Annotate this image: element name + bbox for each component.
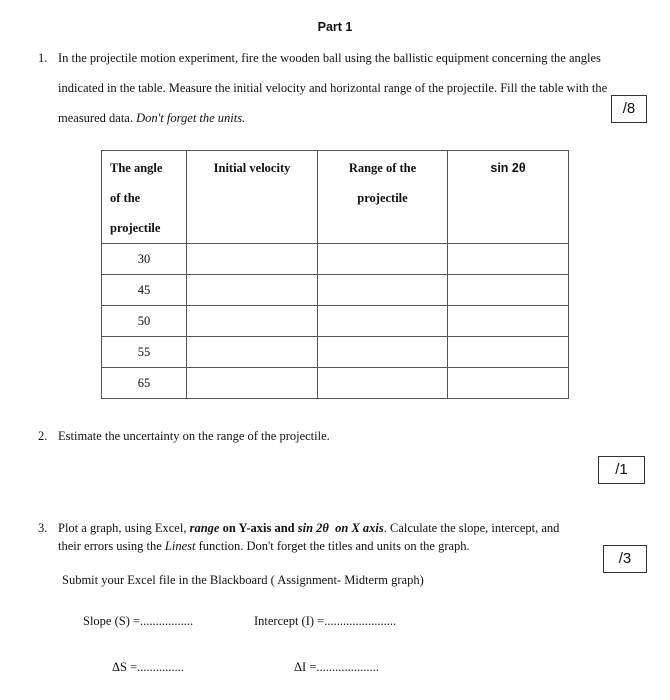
q3-line1-c: on Y-axis and	[219, 521, 298, 535]
range-cell[interactable]	[318, 244, 448, 275]
q1-text-line3	[58, 110, 245, 126]
header-initial-velocity: Initial velocity	[187, 151, 318, 244]
velocity-cell[interactable]	[187, 244, 318, 275]
table-row	[102, 275, 569, 306]
sin-cell[interactable]	[448, 337, 569, 368]
q1-text-line3-plain: measured data.	[58, 111, 137, 125]
q3-line1-g: . Calculate the slope, intercept, and	[383, 521, 560, 535]
sin-cell[interactable]	[448, 368, 569, 399]
q1-units-reminder: Don't forget the units.	[136, 111, 246, 125]
range-cell[interactable]	[318, 337, 448, 368]
q1-text-line2: indicated in the table. Measure the initial velocity and horizontal range of the projectile. Fill the table with the	[58, 81, 608, 95]
header-angle-line2: of the	[110, 191, 141, 205]
velocity-cell[interactable]	[187, 275, 318, 306]
sin-cell[interactable]	[448, 306, 569, 337]
angle-cell: 65	[102, 368, 187, 399]
q3-line2-a: their errors using the	[58, 539, 165, 553]
table-row	[102, 337, 569, 368]
q3-line2-c: function. Don't forget the titles and units on the graph.	[195, 539, 470, 553]
q3-linest-term: Linest	[164, 539, 196, 553]
q3-range-term: range	[189, 521, 220, 535]
header-angle-line1: The angle	[110, 161, 163, 175]
q3-text-line2	[58, 538, 470, 554]
q3-score-box: /3	[603, 545, 647, 573]
page-title: Part 1	[317, 20, 353, 34]
header-sin-2theta: sin 2θ	[448, 151, 569, 244]
slope-error-field[interactable]: ΔS =...............	[112, 660, 185, 674]
header-angle	[102, 151, 187, 244]
velocity-cell[interactable]	[187, 306, 318, 337]
q1-score-box: /8	[611, 95, 647, 123]
angle-cell: 55	[102, 337, 187, 368]
measurement-table	[101, 150, 569, 399]
angle-cell: 45	[102, 275, 187, 306]
velocity-cell[interactable]	[187, 368, 318, 399]
table-header-row	[102, 151, 569, 244]
sin-cell[interactable]	[448, 244, 569, 275]
q2-number: 2.	[38, 429, 48, 443]
angle-cell: 30	[102, 244, 187, 275]
range-cell[interactable]	[318, 368, 448, 399]
intercept-error-field[interactable]: ΔI =....................	[294, 660, 379, 674]
q1-number: 1.	[38, 51, 48, 65]
header-range-line2: projectile	[357, 191, 408, 205]
range-cell[interactable]	[318, 306, 448, 337]
q2-text: Estimate the uncertainty on the range of the projectile.	[58, 429, 330, 443]
q3-text-line1	[58, 520, 559, 536]
header-range-line1: Range of the	[348, 161, 417, 175]
header-angle-line3: projectile	[110, 221, 161, 235]
q2-score-box: /1	[598, 456, 645, 484]
range-cell[interactable]	[318, 275, 448, 306]
q1-text-line1: In the projectile motion experiment, fire the wooden ball using the ballistic equipment concerning the angles	[58, 51, 601, 65]
table-row	[102, 306, 569, 337]
table-row	[102, 244, 569, 275]
table-row	[102, 368, 569, 399]
q3-submit-instruction: Submit your Excel file in the Blackboard ( Assignment- Midterm graph)	[62, 573, 424, 587]
q3-x-axis-term: on X axis	[335, 521, 384, 535]
velocity-cell[interactable]	[187, 337, 318, 368]
header-range	[318, 151, 448, 244]
angle-cell: 50	[102, 306, 187, 337]
q3-line1-a: Plot a graph, using Excel,	[58, 521, 190, 535]
q3-number: 3.	[38, 521, 48, 535]
q3-sin-term: sin 2θ	[297, 521, 329, 535]
slope-field[interactable]: Slope (S) =.................	[83, 614, 194, 628]
sin-cell[interactable]	[448, 275, 569, 306]
intercept-field[interactable]: Intercept (I) =.......................	[254, 614, 397, 628]
